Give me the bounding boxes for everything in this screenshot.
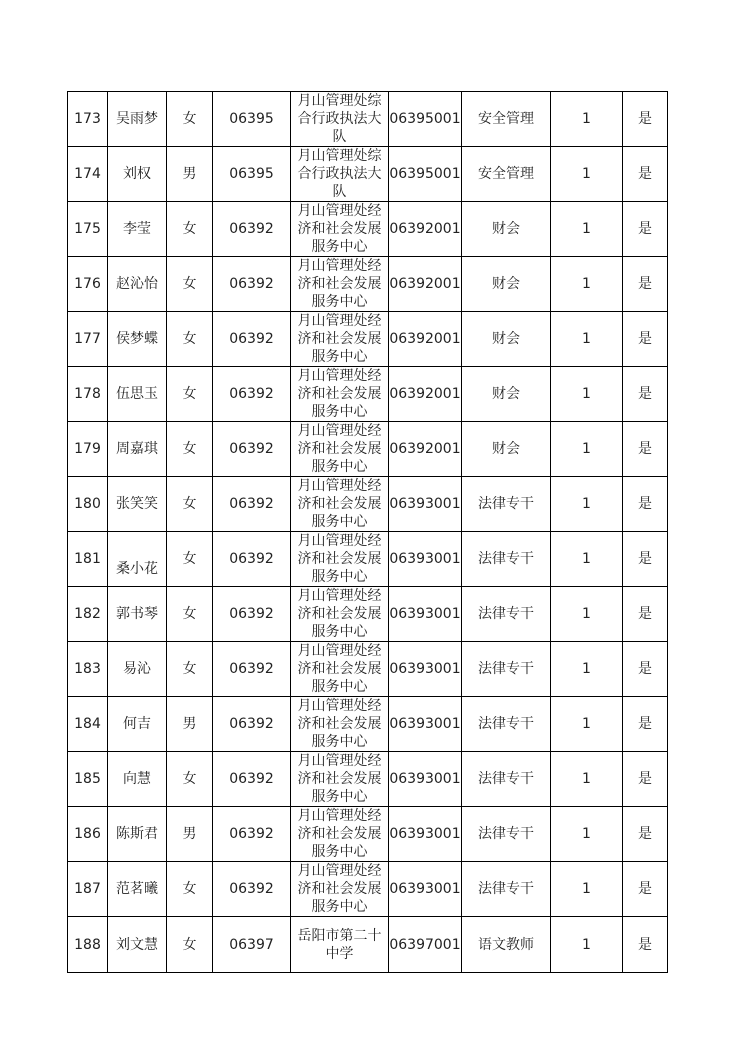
post-code-cell: 06393001	[389, 587, 462, 642]
unit-code-cell: 06397	[213, 917, 291, 973]
gender-cell: 女	[167, 202, 213, 257]
flag-cell: 是	[623, 312, 668, 367]
table-row	[68, 862, 668, 917]
name-cell: 吴雨梦	[108, 92, 167, 147]
flag-cell: 是	[623, 642, 668, 697]
post-name-cell: 法律专干	[462, 752, 551, 807]
row-number-cell: 186	[68, 807, 108, 862]
post-name-cell: 安全管理	[462, 92, 551, 147]
unit-code-cell: 06392	[213, 202, 291, 257]
name-cell: 侯梦蝶	[108, 312, 167, 367]
count-cell: 1	[551, 477, 623, 532]
post-code-cell: 06397001	[389, 917, 462, 973]
row-number-cell: 180	[68, 477, 108, 532]
table-row	[68, 202, 668, 257]
unit-name-cell: 月山管理处经 济和社会发展 服务中心	[291, 807, 389, 862]
name-cell: 赵沁怡	[108, 257, 167, 312]
gender-cell: 女	[167, 312, 213, 367]
name-cell: 李莹	[108, 202, 167, 257]
row-number-cell: 185	[68, 752, 108, 807]
unit-name-cell: 月山管理处综 合行政执法大 队	[291, 92, 389, 147]
table-row	[68, 642, 668, 697]
name-cell: 郭书琴	[108, 587, 167, 642]
count-cell: 1	[551, 917, 623, 973]
post-name-cell: 法律专干	[462, 532, 551, 587]
post-code-cell: 06393001	[389, 752, 462, 807]
table-row	[68, 807, 668, 862]
candidate-table	[67, 91, 668, 973]
gender-cell: 女	[167, 92, 213, 147]
count-cell: 1	[551, 807, 623, 862]
post-code-cell: 06393001	[389, 807, 462, 862]
row-number-cell: 175	[68, 202, 108, 257]
row-number-cell: 187	[68, 862, 108, 917]
table-row	[68, 917, 668, 973]
count-cell: 1	[551, 257, 623, 312]
table-row	[68, 532, 668, 587]
post-code-cell: 06392001	[389, 202, 462, 257]
name-cell: 陈斯君	[108, 807, 167, 862]
name-cell: 周嘉琪	[108, 422, 167, 477]
gender-cell: 女	[167, 862, 213, 917]
gender-cell: 女	[167, 532, 213, 587]
name-cell: 刘权	[108, 147, 167, 202]
gender-cell: 女	[167, 917, 213, 973]
gender-cell: 男	[167, 697, 213, 752]
row-number-cell: 176	[68, 257, 108, 312]
post-code-cell: 06393001	[389, 642, 462, 697]
unit-name-cell: 月山管理处经 济和社会发展 服务中心	[291, 752, 389, 807]
flag-cell: 是	[623, 147, 668, 202]
unit-code-cell: 06392	[213, 752, 291, 807]
unit-name-cell: 月山管理处经 济和社会发展 服务中心	[291, 532, 389, 587]
flag-cell: 是	[623, 367, 668, 422]
flag-cell: 是	[623, 422, 668, 477]
name-cell: 桑小花	[108, 532, 167, 587]
gender-cell: 男	[167, 147, 213, 202]
unit-code-cell: 06392	[213, 587, 291, 642]
table-row	[68, 697, 668, 752]
flag-cell: 是	[623, 532, 668, 587]
unit-name-cell: 月山管理处经 济和社会发展 服务中心	[291, 257, 389, 312]
unit-code-cell: 06392	[213, 422, 291, 477]
unit-name-cell: 月山管理处经 济和社会发展 服务中心	[291, 697, 389, 752]
post-name-cell: 法律专干	[462, 697, 551, 752]
flag-cell: 是	[623, 697, 668, 752]
count-cell: 1	[551, 147, 623, 202]
flag-cell: 是	[623, 862, 668, 917]
flag-cell: 是	[623, 257, 668, 312]
unit-code-cell: 06392	[213, 312, 291, 367]
post-name-cell: 法律专干	[462, 862, 551, 917]
row-number-cell: 179	[68, 422, 108, 477]
row-number-cell: 177	[68, 312, 108, 367]
name-cell: 范茗曦	[108, 862, 167, 917]
post-code-cell: 06393001	[389, 477, 462, 532]
flag-cell: 是	[623, 752, 668, 807]
name-cell: 张笑笑	[108, 477, 167, 532]
unit-code-cell: 06395	[213, 92, 291, 147]
count-cell: 1	[551, 532, 623, 587]
count-cell: 1	[551, 202, 623, 257]
post-name-cell: 财会	[462, 202, 551, 257]
flag-cell: 是	[623, 587, 668, 642]
count-cell: 1	[551, 752, 623, 807]
flag-cell: 是	[623, 477, 668, 532]
post-code-cell: 06395001	[389, 92, 462, 147]
unit-name-cell: 岳阳市第二十 中学	[291, 917, 389, 973]
flag-cell: 是	[623, 202, 668, 257]
row-number-cell: 174	[68, 147, 108, 202]
flag-cell: 是	[623, 807, 668, 862]
row-number-cell: 178	[68, 367, 108, 422]
unit-name-cell: 月山管理处经 济和社会发展 服务中心	[291, 477, 389, 532]
post-name-cell: 财会	[462, 367, 551, 422]
post-name-cell: 财会	[462, 257, 551, 312]
post-name-cell: 语文教师	[462, 917, 551, 973]
unit-code-cell: 06395	[213, 147, 291, 202]
unit-name-cell: 月山管理处经 济和社会发展 服务中心	[291, 367, 389, 422]
count-cell: 1	[551, 862, 623, 917]
unit-name-cell: 月山管理处经 济和社会发展 服务中心	[291, 422, 389, 477]
table-row	[68, 312, 668, 367]
count-cell: 1	[551, 642, 623, 697]
post-name-cell: 财会	[462, 312, 551, 367]
row-number-cell: 183	[68, 642, 108, 697]
table-row	[68, 147, 668, 202]
name-cell: 伍思玉	[108, 367, 167, 422]
table-row	[68, 92, 668, 147]
post-name-cell: 法律专干	[462, 807, 551, 862]
post-code-cell: 06392001	[389, 367, 462, 422]
gender-cell: 女	[167, 642, 213, 697]
name-cell: 向慧	[108, 752, 167, 807]
gender-cell: 女	[167, 587, 213, 642]
gender-cell: 男	[167, 807, 213, 862]
row-number-cell: 184	[68, 697, 108, 752]
unit-code-cell: 06392	[213, 532, 291, 587]
post-code-cell: 06392001	[389, 257, 462, 312]
post-name-cell: 法律专干	[462, 477, 551, 532]
row-number-cell: 188	[68, 917, 108, 973]
count-cell: 1	[551, 697, 623, 752]
row-number-cell: 173	[68, 92, 108, 147]
gender-cell: 女	[167, 752, 213, 807]
table-row	[68, 587, 668, 642]
post-code-cell: 06393001	[389, 862, 462, 917]
unit-name-cell: 月山管理处经 济和社会发展 服务中心	[291, 642, 389, 697]
unit-code-cell: 06392	[213, 257, 291, 312]
name-cell: 刘文慧	[108, 917, 167, 973]
unit-code-cell: 06392	[213, 862, 291, 917]
unit-name-cell: 月山管理处经 济和社会发展 服务中心	[291, 202, 389, 257]
count-cell: 1	[551, 422, 623, 477]
post-code-cell: 06392001	[389, 312, 462, 367]
gender-cell: 女	[167, 477, 213, 532]
post-name-cell: 财会	[462, 422, 551, 477]
count-cell: 1	[551, 312, 623, 367]
post-name-cell: 安全管理	[462, 147, 551, 202]
count-cell: 1	[551, 587, 623, 642]
unit-code-cell: 06392	[213, 807, 291, 862]
post-code-cell: 06395001	[389, 147, 462, 202]
gender-cell: 女	[167, 257, 213, 312]
count-cell: 1	[551, 92, 623, 147]
flag-cell: 是	[623, 92, 668, 147]
post-name-cell: 法律专干	[462, 587, 551, 642]
table-row	[68, 367, 668, 422]
unit-code-cell: 06392	[213, 367, 291, 422]
gender-cell: 女	[167, 367, 213, 422]
unit-code-cell: 06392	[213, 697, 291, 752]
name-cell: 易沁	[108, 642, 167, 697]
unit-name-cell: 月山管理处经 济和社会发展 服务中心	[291, 312, 389, 367]
name-cell: 何吉	[108, 697, 167, 752]
post-code-cell: 06392001	[389, 422, 462, 477]
unit-code-cell: 06392	[213, 477, 291, 532]
post-code-cell: 06393001	[389, 697, 462, 752]
row-number-cell: 182	[68, 587, 108, 642]
count-cell: 1	[551, 367, 623, 422]
flag-cell: 是	[623, 917, 668, 973]
gender-cell: 女	[167, 422, 213, 477]
table-row	[68, 752, 668, 807]
post-name-cell: 法律专干	[462, 642, 551, 697]
unit-name-cell: 月山管理处综 合行政执法大 队	[291, 147, 389, 202]
table-row	[68, 477, 668, 532]
table-row	[68, 257, 668, 312]
unit-name-cell: 月山管理处经 济和社会发展 服务中心	[291, 587, 389, 642]
table-row	[68, 422, 668, 477]
unit-code-cell: 06392	[213, 642, 291, 697]
post-code-cell: 06393001	[389, 532, 462, 587]
table-body	[68, 92, 668, 973]
row-number-cell: 181	[68, 532, 108, 587]
unit-name-cell: 月山管理处经 济和社会发展 服务中心	[291, 862, 389, 917]
